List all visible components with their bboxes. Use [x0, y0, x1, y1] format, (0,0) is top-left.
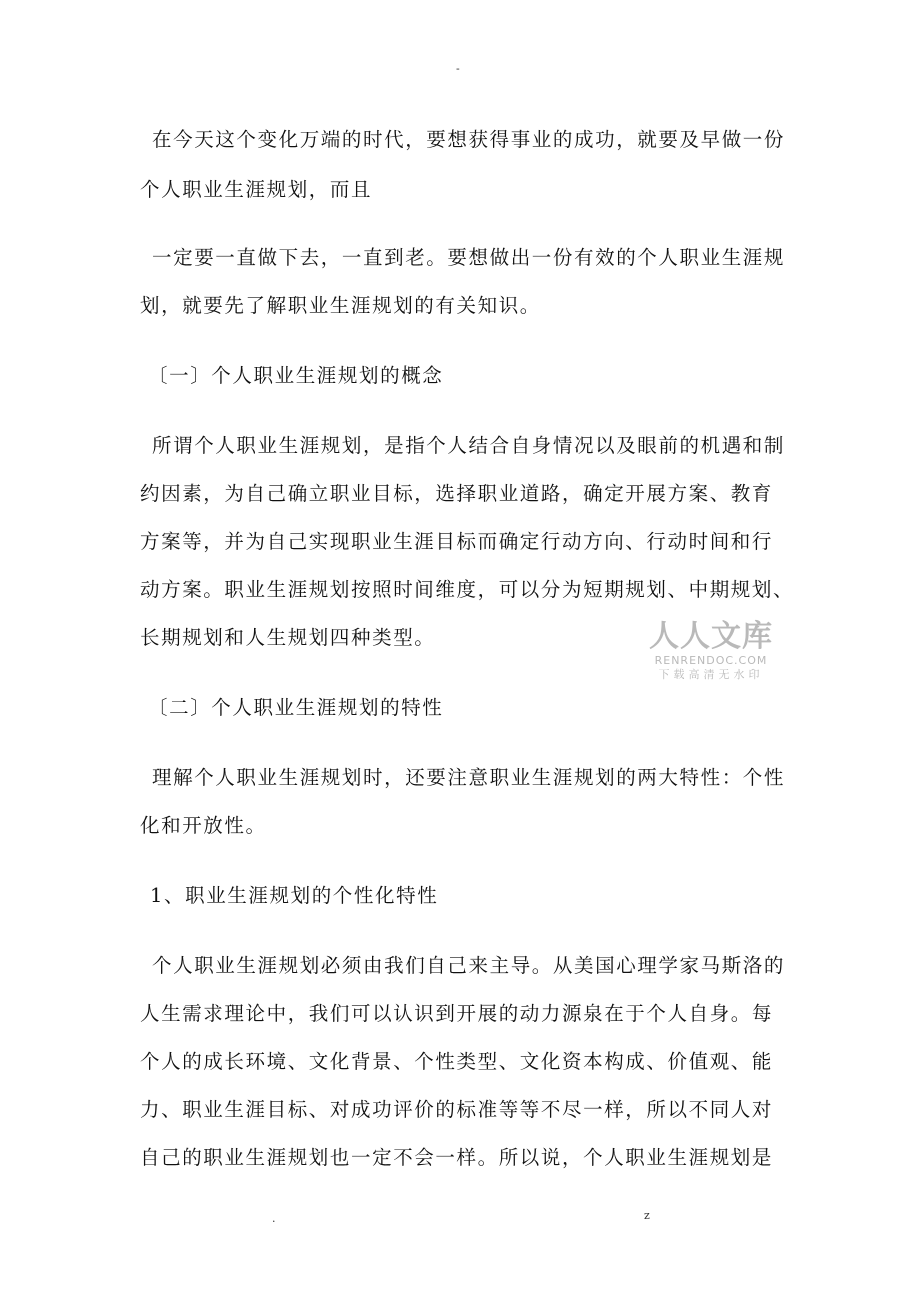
watermark-title: 人人文库: [649, 619, 773, 654]
paragraph-line: 个人的成长环境、文化背景、个性类型、文化资本构成、价值观、能: [140, 1050, 774, 1073]
paragraph-line: 人生需求理论中，我们可以认识到开展的动力源泉在于个人自身。每: [140, 1002, 774, 1025]
footer-left-mark: .: [272, 1212, 276, 1225]
paragraph-line: 在今天这个变化万端的时代，要想获得事业的成功，就要及早做一份: [152, 128, 786, 151]
paragraph-line: 自己的职业生涯规划也一定不会一样。所以说，个人职业生涯规划是: [140, 1146, 774, 1169]
paragraph-line: 长期规划和人生规划四种类型。: [140, 626, 436, 649]
paragraph-line: 个人职业生涯规划必须由我们自己来主导。从美国心理学家马斯洛的: [152, 954, 786, 977]
paragraph-line: 一定要一直做下去，一直到老。要想做出一份有效的个人职业生涯规: [152, 246, 786, 269]
watermark-logo: [646, 620, 776, 682]
paragraph-line: 划，就要先了解职业生涯规划的有关知识。: [140, 294, 541, 317]
section-heading: 〔二〕个人职业生涯规划的特性: [148, 696, 444, 719]
paragraph-line: 动方案。职业生涯规划按照时间维度，可以分为短期规划、中期规划、: [140, 578, 795, 601]
paragraph-line: 所谓个人职业生涯规划，是指个人结合自身情况以及眼前的机遇和制: [152, 434, 786, 457]
paragraph-line: 个人职业生涯规划，而且: [140, 178, 373, 201]
paragraph-line: 约因素，为自己确立职业目标，选择职业道路，确定开展方案、教育: [140, 482, 774, 505]
paragraph-line: 方案等，并为自己实现职业生涯目标而确定行动方向、行动时间和行: [140, 530, 774, 553]
paragraph-line: 理解个人职业生涯规划时，还要注意职业生涯规划的两大特性：个性: [152, 766, 786, 789]
section-heading: 〔一〕个人职业生涯规划的概念: [148, 364, 444, 387]
subsection-heading: 1、职业生涯规划的个性化特性: [150, 884, 439, 907]
footer-right-mark: z: [644, 1209, 650, 1222]
header-mark: -: [456, 62, 460, 75]
paragraph-line: 力、职业生涯目标、对成功评价的标准等等不尽一样，所以不同人对: [140, 1098, 774, 1121]
watermark-tagline: 下载高清无水印: [658, 668, 764, 681]
watermark-domain: RENRENDOC.COM: [654, 654, 768, 667]
paragraph-line: 化和开放性。: [140, 814, 267, 837]
